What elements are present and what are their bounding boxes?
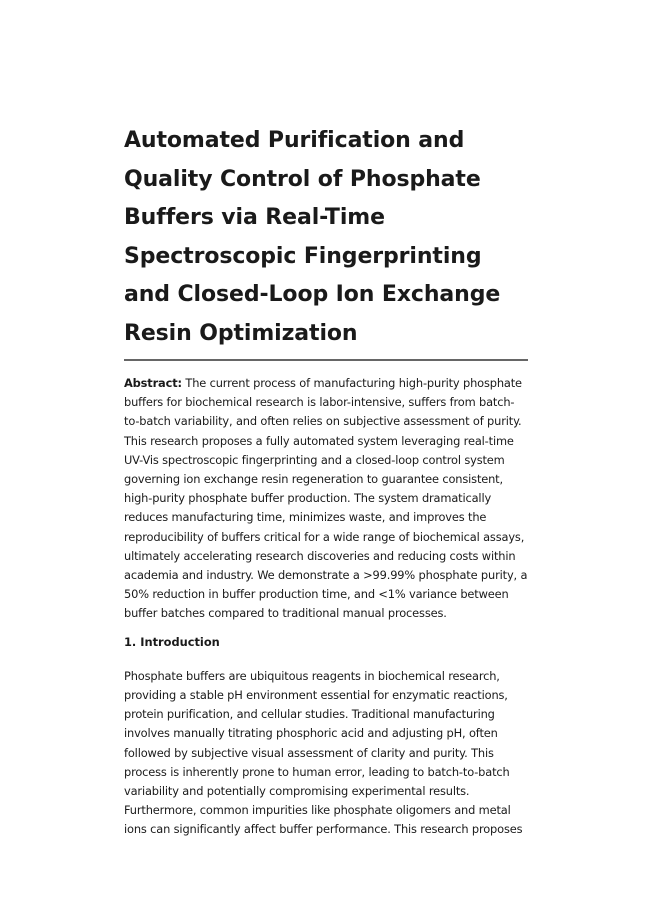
paper-page [124, 122, 528, 840]
abstract-text: The current process of manufacturing high-purity phosphate buffers for biochemical research is labor-intensive, suffers from batch-to-batch variability, and often relies on subjective assessment of purity. This research proposes a fully automated system leveraging real-time UV-Vis spectroscopic fingerprinting and a closed-loop control system governing ion exchange resin regeneration to guarantee consistent, high-purity phosphate buffer production. The system dramatically reduces manufacturing time, minimizes waste, and improves the reproducibility of buffers critical for a wide range of biochemical assays, ultimately accelerating research discoveries and reducing costs within academia and industry. We demonstrate a >99.99% phosphate purity, a 50% reduction in buffer production time, and <1% variance between buffer batches compared to traditional manual processes. [124, 376, 528, 621]
abstract-label: Abstract: [124, 376, 182, 390]
introduction-paragraph: Phosphate buffers are ubiquitous reagents in biochemical research, providing a stable pH environment essential for enzymatic reactions, protein purification, and cellular studies. Traditional manufacturing involves manually titrating phosphoric acid and adjusting pH, often followed by subjective visual assessment of clarity and purity. This process is inherently prone to human error, leading to batch-to-batch variability and potentially compromising experimental results. Furthermore, common impurities like phosphate oligomers and metal ions can significantly affect buffer performance. This research proposes [124, 668, 523, 837]
abstract-paragraph [124, 374, 528, 624]
section-heading-introduction: 1. Introduction [124, 634, 220, 649]
title-divider [124, 359, 528, 361]
paper-title: Automated Purification and Quality Control of Phosphate Buffers via Real-Time Spectroscopic Fingerprinting and Closed-Loop Ion Exchange Resin Optimization [124, 128, 501, 346]
